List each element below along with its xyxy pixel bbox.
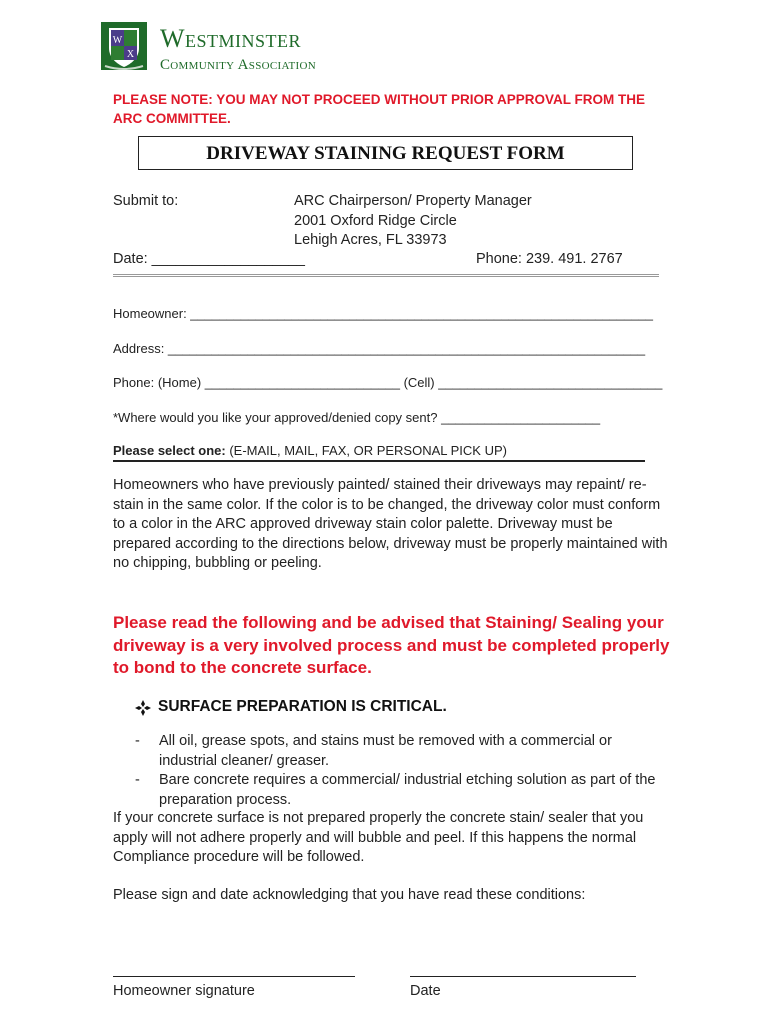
submit-city: Lehigh Acres, FL 33973 <box>294 232 447 248</box>
submit-street: 2001 Oxford Ridge Circle <box>294 212 457 229</box>
form-title: DRIVEWAY STAINING REQUEST FORM <box>138 136 633 170</box>
list-item-text: All oil, grease spots, and stains must be removed with a commercial or industrial cleaner/ greaser. <box>159 733 612 769</box>
office-phone: Phone: 239. 491. 2767 <box>476 251 623 267</box>
delivery-method-select[interactable] <box>113 442 645 462</box>
dash-bullet: - <box>135 733 140 749</box>
surface-prep-heading <box>135 698 447 716</box>
logo-letter-w: W <box>112 35 123 46</box>
advisory-paragraph: Please read the following and be advised that Staining/ Sealing your driveway is a very involved process and must be completed properly to bond to the concrete surface. <box>113 613 670 677</box>
phone-fields[interactable]: Phone: (Home) ___________________________ (Cell) _______________________________ <box>113 375 663 390</box>
select-one-options: (E-MAIL, MAIL, FAX, OR PERSONAL PICK UP) <box>225 443 507 458</box>
signature-label: Homeowner signature <box>113 983 255 999</box>
sign-instruction: Please sign and date acknowledging that you have read these conditions: <box>113 887 586 903</box>
approval-notice: PLEASE NOTE: YOU MAY NOT PROCEED WITHOUT PRIOR APPROVAL FROM THE ARC COMMITTEE. <box>113 92 646 126</box>
section-divider <box>113 274 659 277</box>
submit-to-label: Submit to: <box>113 193 179 209</box>
date-line[interactable] <box>410 976 636 977</box>
dash-bullet: - <box>135 772 140 788</box>
intro-paragraph: Homeowners who have previously painted/ stained their driveways may repaint/ re-stain in the same color. If the color is to be changed, the driveway color must conform to a color in the ARC approved driveway stain color palette. Driveway must be prepared according to the directions below, driveway must be properly maintained with no chipping, bubbling or peeling. <box>113 477 668 571</box>
brand-subtitle: Community Association <box>160 57 316 73</box>
submit-address-block <box>294 192 532 251</box>
date-field[interactable]: Date: ___________________ <box>113 251 305 267</box>
submit-recipient: ARC Chairperson/ Property Manager <box>294 193 532 209</box>
homeowner-field[interactable]: Homeowner: ________________________________________________________________ <box>113 306 654 321</box>
signature-line[interactable] <box>113 976 355 977</box>
address-field[interactable]: Address: __________________________________________________________________ <box>113 341 646 356</box>
copy-destination-field[interactable]: *Where would you like your approved/denied copy sent? ______________________ <box>113 410 601 425</box>
select-one-label: Please select one: <box>113 443 226 458</box>
date-label: Date <box>410 983 441 999</box>
warning-paragraph: If your concrete surface is not prepared properly the concrete stain/ sealer that you apply will not adhere properly and will bubble and peel. If this happens the normal Compliance procedure will be followed. <box>113 810 644 865</box>
list-item-text: Bare concrete requires a commercial/ industrial etching solution as part of the preparation process. <box>159 772 656 808</box>
brand-name: Westminster <box>160 24 302 53</box>
surface-prep-heading-text: SURFACE PREPARATION IS CRITICAL. <box>158 698 447 715</box>
logo-letter-x: X <box>126 49 135 60</box>
westminster-logo-icon <box>101 22 147 70</box>
